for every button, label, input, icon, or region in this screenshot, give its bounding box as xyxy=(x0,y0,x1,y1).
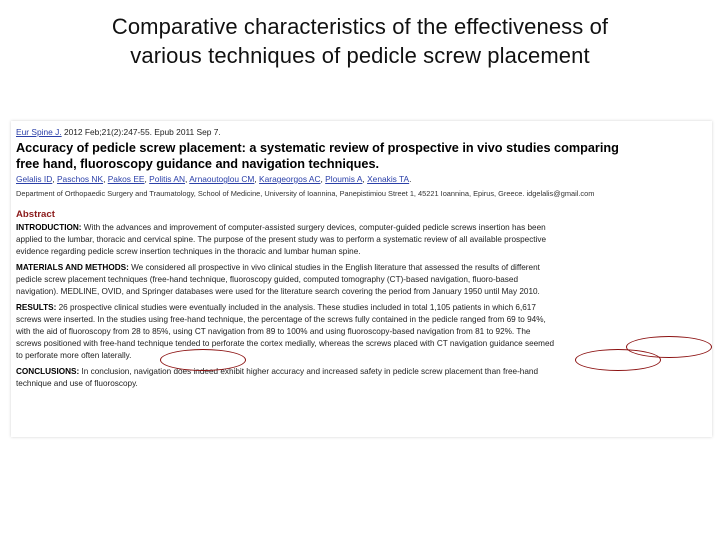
article-title-line: Accuracy of pedicle screw placement: a systematic review of prospective in vivo studies comparing xyxy=(16,141,619,155)
journal-link[interactable]: Eur Spine J. xyxy=(16,127,62,137)
slide-title-line: Comparative characteristics of the effectiveness of xyxy=(111,14,609,39)
abstract-heading: Abstract xyxy=(16,209,55,220)
section-line: to perforate more often laterally. xyxy=(16,351,132,360)
abstract-section-introduction xyxy=(16,222,706,258)
section-label: MATERIALS AND METHODS: xyxy=(16,263,129,272)
article-title xyxy=(16,141,706,172)
slide-title xyxy=(30,12,690,70)
highlight-ellipse-fluoroscopy-range xyxy=(160,349,246,371)
section-label: RESULTS: xyxy=(16,303,57,312)
section-line: 26 prospective clinical studies were eventually included in the analysis. These studies included in total 1,105 patients in which 6,617 xyxy=(56,303,536,312)
article-title-line: free hand, fluoroscopy guidance and navigation techniques. xyxy=(16,156,380,171)
author-link[interactable]: Ploumis A xyxy=(325,174,363,184)
section-line: with the aid of fluoroscopy from 28 to 85%, using CT navigation from 89 to 100% and using fluoroscopy-based navigation from 81 to 92%. The xyxy=(16,327,531,336)
affiliation: Department of Orthopaedic Surgery and Traumatology, School of Medicine, University of Ioannina, Panepistimiou Street 1, 45221 Ioannina, Epirus, Greece. idgelalis@gmail.com xyxy=(16,189,595,198)
highlight-ellipse-fluoro-navigation-range xyxy=(575,349,661,371)
section-line: navigation). MEDLINE, OVID, and Springer databases were used for the literature search covering the period from January 1950 until May 2010. xyxy=(16,287,540,296)
author-link[interactable]: Xenakis TA xyxy=(367,174,410,184)
author-list: Gelalis ID, Paschos NK, Pakos EE, Politis AN, Arnaoutoglou CM, Karageorgos AC, Ploumis A, Xenakis TA. xyxy=(16,174,412,184)
section-line: We considered all prospective in vivo clinical studies in the English literature that assessed the results of different xyxy=(128,263,540,272)
author-link[interactable]: Arnaoutoglou CM xyxy=(189,174,255,184)
section-line: In conclusion, navigation does indeed exhibit higher accuracy and increased safety in pedicle screw placement than free-hand xyxy=(79,367,539,376)
section-line: With the advances and improvement of computer-assisted surgery devices, computer-guided pedicle screws insertion has been xyxy=(81,223,546,232)
author-link[interactable]: Paschos NK xyxy=(56,174,104,184)
citation xyxy=(16,126,706,138)
section-line: evidence regarding pedicle screw insertion techniques in the thoracic and lumbar human spine. xyxy=(16,247,361,256)
abstract-section-methods xyxy=(16,262,706,298)
section-line: applied to the lumbar, thoracic and cervical spine. The purpose of the present study was to perform a systematic review of all available prospective xyxy=(16,235,547,244)
section-line: pedicle screw placement techniques (free-hand technique, fluoroscopy guided, computed tomography (CT)-based navigation, fluoro-based xyxy=(16,275,519,284)
author-link[interactable]: Gelalis ID xyxy=(16,174,53,184)
slide-title-line: various techniques of pedicle screw placement xyxy=(130,43,590,68)
author-link[interactable]: Karageorgos AC xyxy=(259,174,321,184)
section-line: screws positioned with free-hand technique tended to perforate the cortex medially, whereas the screws placed with CT navigation guidance seemed xyxy=(16,339,555,348)
article-abstract-image xyxy=(11,121,712,437)
section-line: screws were inserted. In the studies using free-hand technique, the percentage of the screws fully contained in the pedicle ranged from 69 to 94%, xyxy=(16,315,546,324)
author-link[interactable]: Politis AN xyxy=(149,174,185,184)
author-link[interactable]: Pakos EE xyxy=(107,174,145,184)
citation-details: 2012 Feb;21(2):247-55. Epub 2011 Sep 7. xyxy=(61,127,221,137)
section-label: INTRODUCTION: xyxy=(16,223,82,232)
section-line: technique and use of fluoroscopy. xyxy=(16,379,138,388)
section-label: CONCLUSIONS: xyxy=(16,367,80,376)
